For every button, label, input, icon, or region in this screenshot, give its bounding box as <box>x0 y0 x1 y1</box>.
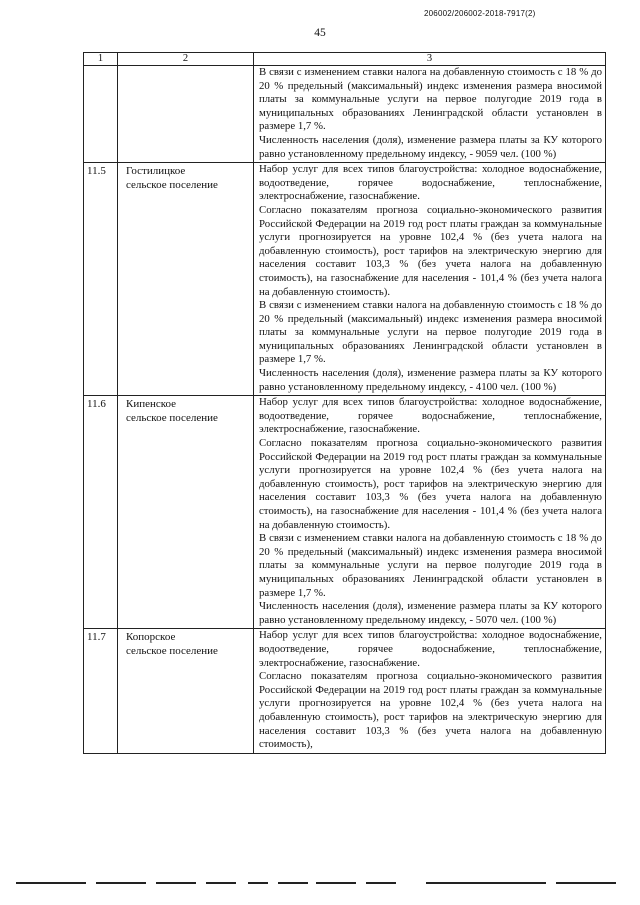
footer-line <box>96 882 146 884</box>
row-number: 11.6 <box>84 396 118 629</box>
settlement-type: сельское поселение <box>126 412 218 425</box>
footer-line <box>156 882 196 884</box>
footer-line <box>248 882 268 884</box>
data-table <box>83 52 606 754</box>
footer-line <box>278 882 308 884</box>
settlement-name: Копорское <box>126 631 176 644</box>
column-header-3: 3 <box>254 53 606 66</box>
paragraph: Набор услуг для всех типов благоустройства: холодное водоснабжение, водоотведение, горячее водоснабжение, теплоснабжение, электроснабжение, газоснабжение. <box>259 629 602 669</box>
footer-line <box>426 882 546 884</box>
paragraph: Численность населения (доля), изменение размера платы за КУ которого равно установленному предельному индексу, - 9059 чел. (100 %) <box>259 133 602 160</box>
paragraph: Согласно показателям прогноза социально-экономического развития Российской Федерации на 2019 год рост платы граждан за коммунальные услуги прогнозируется на уровне 102,4 % (без учета налога на добавленную стоимость), рост тарифов на электрическую энергию для населения составит 103,3 % (без учета налога на добавленную стоимость), на газоснабжение для населения - 101,4 % (без учета налога на добавленную стоимость). <box>259 437 602 531</box>
settlement-type: сельское поселение <box>126 179 218 192</box>
row-description <box>254 163 606 396</box>
row-number: 11.5 <box>84 163 118 396</box>
table-row <box>84 396 606 629</box>
footer-line <box>556 882 616 884</box>
table-header-row <box>84 53 606 66</box>
table-row <box>84 629 606 753</box>
row-number: 11.7 <box>84 629 118 753</box>
row-settlement-name <box>118 396 254 629</box>
footer-line <box>206 882 236 884</box>
settlement-name: Гостилицкое <box>126 165 186 178</box>
column-header-1: 1 <box>84 53 118 66</box>
paragraph: Численность населения (доля), изменение размера платы за КУ которого равно установленному предельному индексу, - 5070 чел. (100 %) <box>259 600 602 626</box>
table-row <box>84 163 606 396</box>
column-header-2: 2 <box>118 53 254 66</box>
page-number: 45 <box>314 27 326 39</box>
footer-line <box>316 882 356 884</box>
paragraph: В связи с изменением ставки налога на добавленную стоимость с 18 % до 20 % предельный (максимальный) индекс изменения размера вносимой платы за коммунальные услуги на первое полугодие 2019 года в муниципальных образованиях Ленинградской области установлен в размере 1,7 %. <box>259 299 602 366</box>
table-row <box>84 66 606 163</box>
footer-line <box>366 882 396 884</box>
row-description <box>254 396 606 629</box>
footer-line <box>16 882 86 884</box>
paragraph: Согласно показателям прогноза социально-экономического развития Российской Федерации на 2019 год рост платы граждан за коммунальные услуги прогнозируется на уровне 102,4 % (без учета налога на добавленную стоимость), рост тарифов на электрическую энергию для населения составит 103,3 % (без учета налога на добавленную стоимость), на газоснабжение для населения - 101,4 % (без учета налога на добавленную стоимость). <box>259 203 602 298</box>
row-description <box>254 66 606 163</box>
paragraph: Набор услуг для всех типов благоустройства: холодное водоснабжение, водоотведение, горячее водоснабжение, теплоснабжение, электроснабжение, газоснабжение. <box>259 163 602 203</box>
paragraph: В связи с изменением ставки налога на добавленную стоимость с 18 % до 20 % предельный (максимальный) индекс изменения размера вносимой платы за коммунальные услуги на первое полугодие 2019 года в муниципальных образованиях Ленинградской области установлен в размере 1,7 %. <box>259 532 602 599</box>
settlement-type: сельское поселение <box>126 645 218 658</box>
document-id: 206002/206002-2018-7917(2) <box>424 9 536 18</box>
paragraph: Набор услуг для всех типов благоустройства: холодное водоснабжение, водоотведение, горячее водоснабжение, теплоснабжение, электроснабжение, газоснабжение. <box>259 396 602 436</box>
row-settlement-name <box>118 629 254 753</box>
paragraph: В связи с изменением ставки налога на добавленную стоимость с 18 % до 20 % предельный (максимальный) индекс изменения размера вносимой платы за коммунальные услуги на первое полугодие 2019 года в муниципальных образованиях Ленинградской области установлен в размере 1,7 %. <box>259 66 602 133</box>
row-settlement-name <box>118 66 254 163</box>
settlement-name: Кипенское <box>126 398 177 411</box>
footer-decorative-lines <box>16 882 636 888</box>
row-settlement-name <box>118 163 254 396</box>
paragraph: Численность населения (доля), изменение размера платы за КУ которого равно установленному предельному индексу, - 4100 чел. (100 %) <box>259 367 602 393</box>
row-number <box>84 66 118 163</box>
row-description <box>254 629 606 753</box>
paragraph: Согласно показателям прогноза социально-экономического развития Российской Федерации на 2019 год рост платы граждан за коммунальные услуги прогнозируется на уровне 102,4 % (без учета налога на добавленную стоимость), рост тарифов на электрическую энергию для населения составит 103,3 % (без учета налога на добавленную стоимость), <box>259 670 602 751</box>
